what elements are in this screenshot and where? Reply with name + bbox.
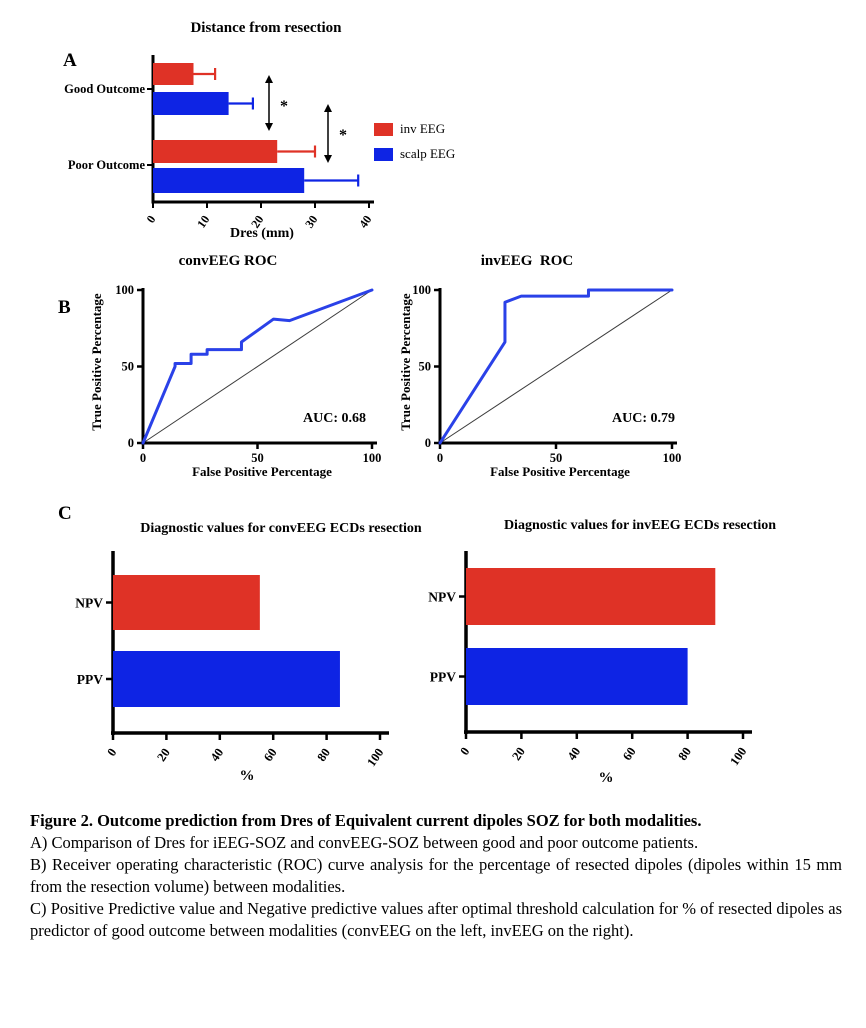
category-label: Good Outcome — [64, 82, 145, 96]
legend-label-scalp-eeg: scalp EEG — [400, 146, 456, 161]
category-label: PPV — [429, 669, 456, 685]
y-tick-label: 100 — [115, 283, 134, 297]
bar-good-outcome-scalp-EEG — [153, 92, 229, 115]
caption-item-c: C) Positive Predictive value and Negative predictive values after optimal threshold calculation for % of resected dipoles as predictor of good outcome between modalities (convEEG on the left, invEEG on the right). — [30, 899, 842, 940]
arrowhead-down — [324, 155, 332, 163]
panel-a-title: Distance from resection — [190, 20, 342, 36]
x-tick-label: 0 — [436, 451, 444, 465]
x-tick-label: 40 — [356, 212, 375, 231]
x-tick-label: 0 — [457, 744, 473, 758]
dres-x-axis-label: Dres (mm) — [230, 226, 294, 241]
bar-ppv — [113, 651, 340, 707]
y-tick-label: 50 — [418, 359, 431, 374]
significance-star: * — [280, 98, 288, 115]
diag-conveeg-x-axis-label: % — [239, 768, 255, 784]
diag-inveeg-title: Diagnostic values for invEEG ECDs resection — [503, 518, 777, 533]
conveeg-roc-title: convEEG ROC — [178, 253, 278, 269]
x-tick-label: 40 — [564, 744, 584, 763]
x-tick-label: 20 — [509, 744, 528, 763]
x-tick-label: 30 — [302, 212, 321, 231]
arrowhead-up — [265, 75, 273, 83]
x-tick-label: 20 — [154, 745, 173, 764]
conveeg-roc-plot — [95, 278, 387, 488]
y-tick-label: 50 — [121, 359, 134, 374]
category-label: PPV — [76, 672, 103, 687]
legend-swatch-scalp-eeg — [374, 148, 393, 161]
panel-b-letter: B — [58, 297, 71, 318]
inveeg-auc-annotation: AUC: 0.79 — [612, 411, 675, 426]
legend-label-inv-eeg: inv EEG — [400, 121, 446, 136]
x-tick-label: 100 — [662, 451, 682, 465]
significance-star: * — [339, 127, 347, 144]
diag-inveeg-x-axis-label: % — [598, 770, 614, 786]
bar-ppv — [466, 648, 688, 705]
x-tick-label: 80 — [675, 744, 695, 763]
legend-item-scalp-eeg — [374, 146, 455, 162]
inveeg-roc-y-axis-label: True Positive Percentage — [398, 293, 413, 431]
x-tick-label: 100 — [364, 745, 387, 770]
caption-item-a: A) Comparison of Dres for iEEG-SOZ and convEEG-SOZ between good and poor outcome patients. — [30, 833, 699, 852]
x-tick-label: 100 — [727, 744, 750, 769]
x-tick-label: 50 — [251, 451, 264, 465]
panel-a-letter: A — [63, 50, 77, 71]
bar-npv — [113, 575, 260, 630]
x-tick-label: 20 — [248, 212, 267, 231]
x-tick-label: 100 — [362, 451, 382, 465]
x-tick-label: 0 — [104, 745, 120, 759]
y-tick-label: 100 — [412, 283, 431, 297]
x-tick-label: 80 — [314, 745, 334, 764]
x-tick-label: 60 — [620, 744, 639, 763]
conveeg-roc-y-axis-label: True Positive Percentage — [89, 293, 104, 431]
category-label: NPV — [428, 589, 456, 605]
panel-c-letter: C — [58, 503, 72, 524]
caption-heading: Figure 2. Outcome prediction from Dres of Equivalent current dipoles SOZ for both modalities. — [30, 811, 702, 830]
x-tick-label: 40 — [207, 745, 227, 764]
dres-legend — [374, 121, 455, 162]
bar-poor-outcome-scalp-EEG — [153, 168, 304, 193]
y-tick-label: 0 — [127, 436, 134, 450]
category-label: Poor Outcome — [67, 158, 145, 172]
arrowhead-down — [265, 123, 273, 131]
x-tick-label: 0 — [139, 451, 147, 465]
conveeg-auc-annotation: AUC: 0.68 — [303, 411, 366, 426]
legend-item-inv-eeg — [374, 121, 455, 137]
figure-caption — [30, 810, 842, 942]
y-tick-label: 0 — [424, 436, 431, 450]
diag-conveeg-bar-chart — [58, 543, 408, 795]
diag-conveeg-title: Diagnostic values for convEEG ECDs resection — [140, 521, 422, 536]
bar-good-outcome-inv-EEG — [153, 63, 194, 85]
inveeg-roc-title: invEEG ROC — [480, 253, 574, 269]
category-label: NPV — [75, 595, 103, 611]
inveeg-roc-plot — [392, 278, 684, 488]
arrowhead-up — [324, 104, 332, 112]
diag-inveeg-bar-chart — [408, 543, 758, 795]
inveeg-roc-x-axis-label: False Positive Percentage — [490, 464, 630, 479]
legend-swatch-inv-eeg — [374, 123, 393, 136]
x-tick-label: 0 — [143, 212, 159, 226]
caption-item-b: B) Receiver operating characteristic (ROC) curve analysis for the percentage of resected dipoles (dipoles within 15 mm from the resection volume) between modalities. — [30, 855, 842, 896]
bar-npv — [466, 568, 715, 625]
x-tick-label: 60 — [261, 745, 280, 764]
bar-poor-outcome-inv-EEG — [153, 140, 277, 163]
conveeg-roc-x-axis-label: False Positive Percentage — [192, 464, 332, 479]
x-tick-label: 50 — [549, 451, 563, 465]
x-tick-label: 10 — [194, 212, 213, 231]
